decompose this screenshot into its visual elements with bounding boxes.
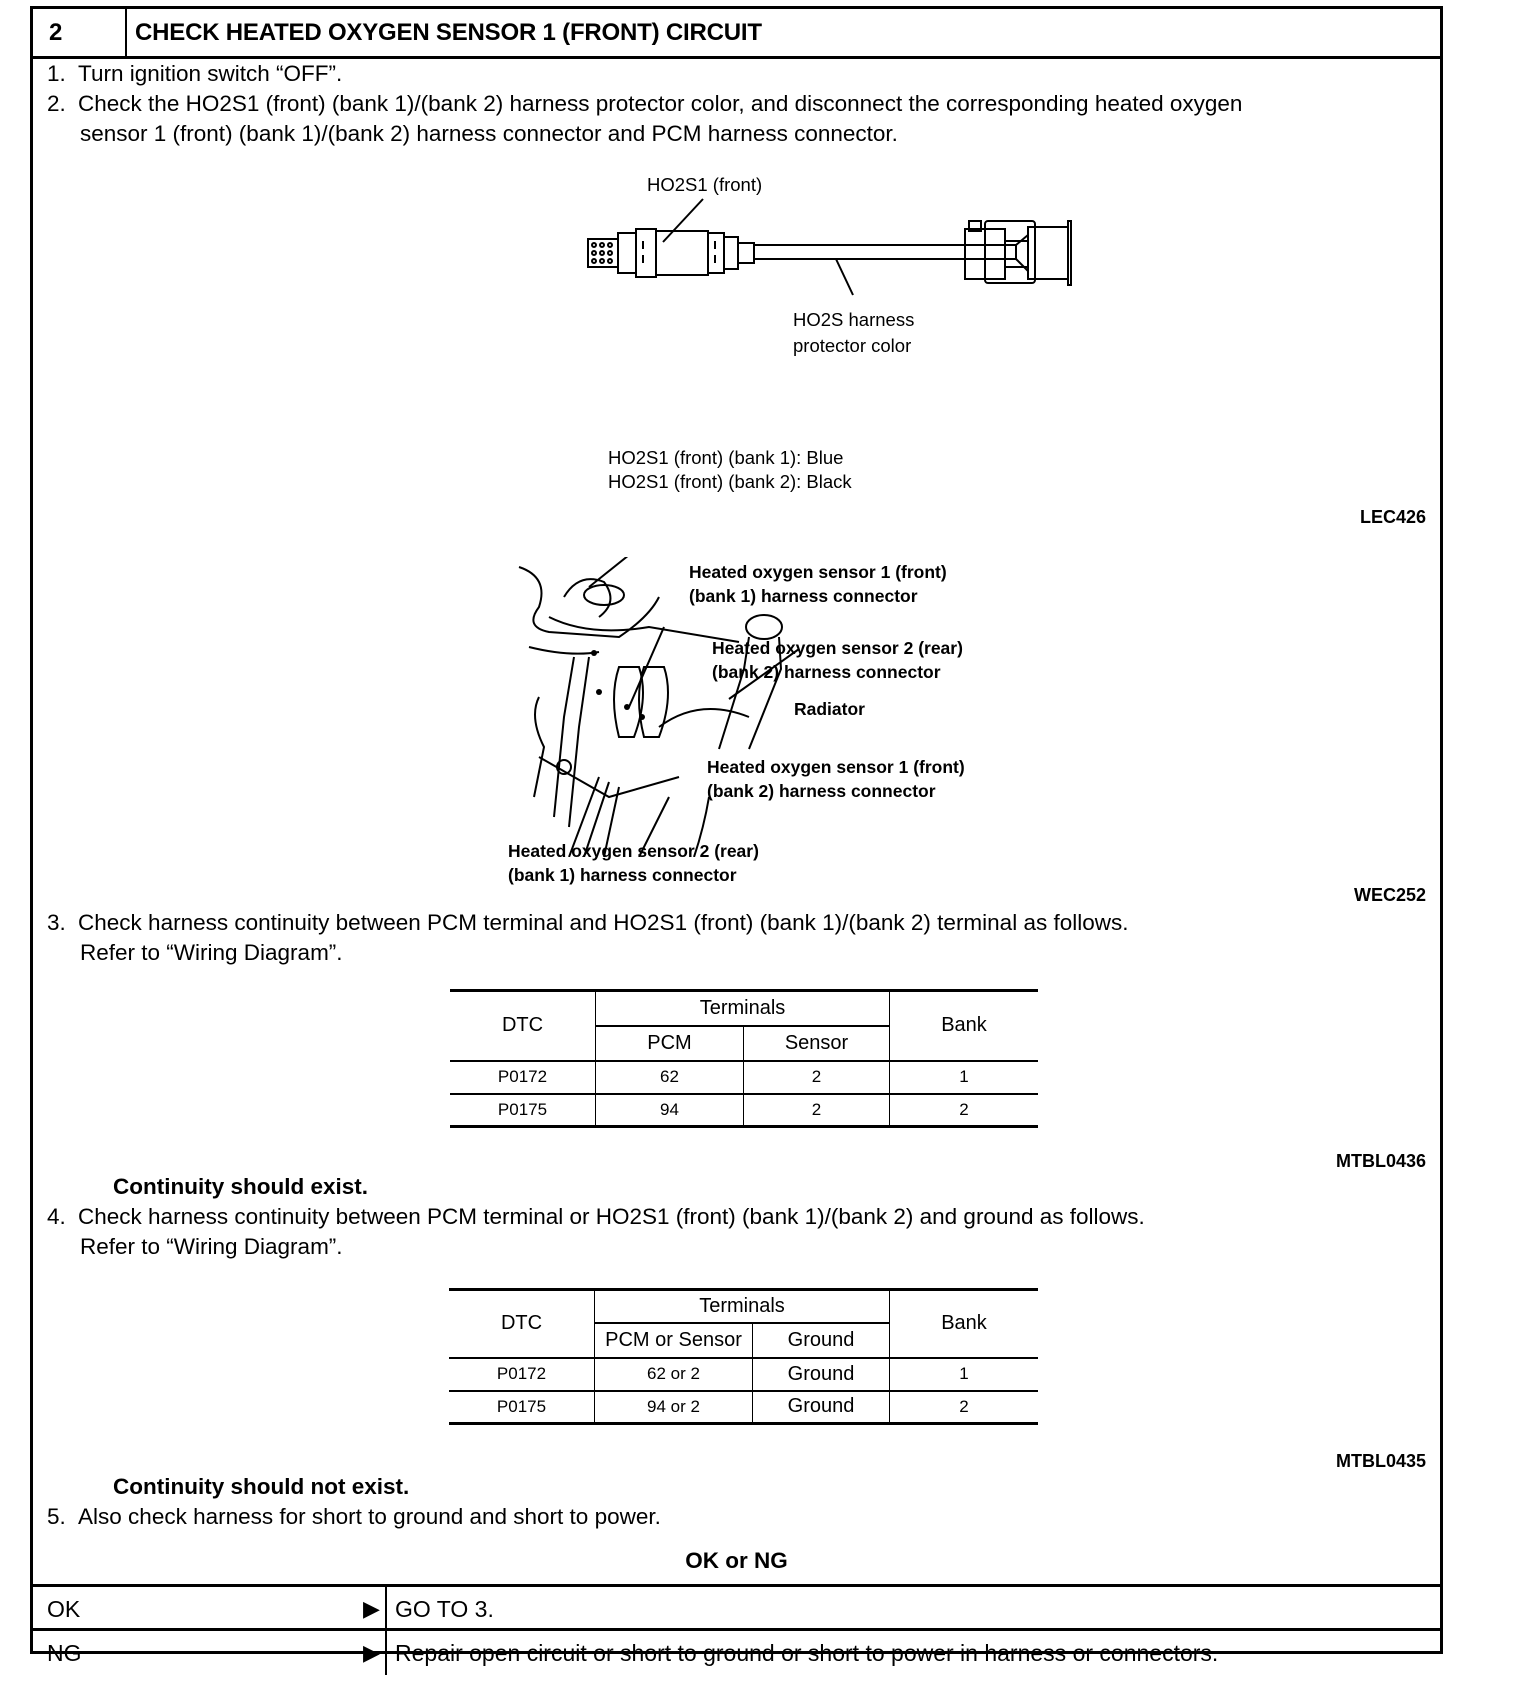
label-harness-protector-line2: protector color xyxy=(793,335,912,356)
table1-cell-pcm: 62 xyxy=(596,1061,744,1094)
table1-header-sensor: Sensor xyxy=(744,1026,890,1061)
callout-ho2s1-bank1-line1: Heated oxygen sensor 1 (front) xyxy=(689,562,947,582)
table2-cell-bank: 1 xyxy=(959,1364,969,1383)
table-code-mtbl0436: MTBL0436 xyxy=(1335,1151,1426,1171)
table2-cell-dtc: P0175 xyxy=(449,1391,595,1424)
table2-header-ground: Ground xyxy=(753,1323,890,1358)
radiator-cap-illustration xyxy=(709,609,819,759)
decision-value-ng: Repair open circuit or short to ground or short to power in harness or connectors. xyxy=(385,1631,1218,1675)
decision-key-ng: NG xyxy=(47,1640,82,1666)
table-code-mtbl0435: MTBL0435 xyxy=(1335,1451,1426,1471)
step-4-number: 4. xyxy=(47,1204,66,1229)
arrow-right-icon: ▶ xyxy=(363,1596,380,1621)
table2-header-terminals: Terminals xyxy=(595,1290,890,1323)
table2-cell-ground: Ground xyxy=(753,1358,890,1391)
step-1-text: Turn ignition switch “OFF”. xyxy=(78,61,343,86)
decision-row-ng xyxy=(33,1628,1440,1675)
step-3-text-line1: Check harness continuity between PCM terminal and HO2S1 (front) (bank 1)/(bank 2) terminal as follows. xyxy=(78,910,1129,935)
procedure-box xyxy=(30,6,1443,1666)
step-2-text-line1: Check the HO2S1 (front) (bank 1)/(bank 2) harness protector color, and disconnect the corresponding heated oxygen xyxy=(78,91,1243,116)
callout-ho2s2-bank1-line2: (bank 1) harness connector xyxy=(508,865,737,885)
decision-key-ok: OK xyxy=(47,1596,81,1622)
callout-ho2s2-bank1-line1: Heated oxygen sensor 2 (rear) xyxy=(508,841,759,861)
callout-ho2s1-bank1-line2: (bank 1) harness connector xyxy=(689,586,918,606)
continuity-table-1 xyxy=(450,989,1038,1128)
result-continuity-not-exist: Continuity should not exist. xyxy=(113,1474,410,1499)
table2-cell-pcm-or-sensor: 94 or 2 xyxy=(595,1391,753,1424)
step-1-number: 1. xyxy=(47,61,66,86)
procedure-header xyxy=(33,9,1440,59)
table1-cell-bank: 1 xyxy=(959,1067,969,1086)
table1-cell-dtc: P0175 xyxy=(450,1094,596,1127)
table1-cell-pcm: 94 xyxy=(596,1094,744,1127)
step-4-text-line2: Refer to “Wiring Diagram”. xyxy=(80,1234,343,1259)
callout-radiator: Radiator xyxy=(794,699,865,719)
table1-row xyxy=(450,1061,1038,1094)
table2-header-pcm-or-sensor: PCM or Sensor xyxy=(595,1323,753,1358)
decision-row-ok xyxy=(33,1584,1440,1631)
table2-cell-pcm-or-sensor: 62 or 2 xyxy=(595,1358,753,1391)
table1-cell-bank: 2 xyxy=(959,1099,969,1119)
step-5-number: 5. xyxy=(47,1504,66,1529)
step-2-number: 2. xyxy=(47,91,66,116)
procedure-title: CHECK HEATED OXYGEN SENSOR 1 (FRONT) CIRCUIT xyxy=(135,19,762,46)
step-number: 2 xyxy=(33,9,127,56)
callout-ho2s1-bank2-line2: (bank 2) harness connector xyxy=(707,781,936,801)
figure-code-lec426: LEC426 xyxy=(1359,507,1426,527)
table1-row xyxy=(450,1094,1038,1127)
callout-ho2s1-bank2-line1: Heated oxygen sensor 1 (front) xyxy=(707,757,965,777)
table2-cell-bank: 2 xyxy=(959,1396,969,1416)
callout-ho2s2-bank2-line2: (bank 2) harness connector xyxy=(712,662,941,682)
step-5-text: Also check harness for short to ground and short to power. xyxy=(78,1504,661,1529)
label-ho2s1-front: HO2S1 (front) xyxy=(647,174,763,195)
step-3 xyxy=(47,908,1129,938)
decision-value-ok: GO TO 3. xyxy=(385,1587,494,1631)
table1-cell-sensor: 2 xyxy=(744,1061,890,1094)
table1-cell-dtc: P0172 xyxy=(450,1061,596,1094)
color-bank1: HO2S1 (front) (bank 1): Blue xyxy=(608,447,844,468)
label-harness-protector-line1: HO2S harness xyxy=(793,309,915,330)
table2-row xyxy=(449,1358,1038,1391)
step-3-text-line2: Refer to “Wiring Diagram”. xyxy=(80,940,343,965)
step-3-number: 3. xyxy=(47,910,66,935)
table2-header-dtc: DTC xyxy=(449,1290,595,1358)
step-1 xyxy=(47,59,342,89)
harness-connector-illustration xyxy=(963,219,1043,289)
ok-or-ng-title: OK or NG xyxy=(685,1548,788,1573)
table1-cell-sensor: 2 xyxy=(744,1094,890,1127)
step-2 xyxy=(47,89,1242,119)
result-continuity-exist: Continuity should exist. xyxy=(113,1174,369,1199)
color-bank2: HO2S1 (front) (bank 2): Black xyxy=(608,471,852,492)
figure-code-wec252: WEC252 xyxy=(1353,885,1426,905)
step-2-text-line2: sensor 1 (front) (bank 1)/(bank 2) harness connector and PCM harness connector. xyxy=(80,121,898,146)
table1-header-pcm: PCM xyxy=(596,1026,744,1061)
table2-row xyxy=(449,1391,1038,1424)
step-4 xyxy=(47,1202,1145,1232)
callout-ho2s2-bank2-line1: Heated oxygen sensor 2 (rear) xyxy=(712,638,963,658)
table2-cell-dtc: P0172 xyxy=(449,1358,595,1391)
table2-header-bank: Bank xyxy=(941,1312,987,1335)
table1-header-dtc: DTC xyxy=(450,991,596,1061)
table2-cell-ground: Ground xyxy=(753,1391,890,1424)
arrow-right-icon: ▶ xyxy=(363,1640,380,1665)
table1-header-bank: Bank xyxy=(941,1014,987,1037)
step-4-text-line1: Check harness continuity between PCM terminal or HO2S1 (front) (bank 1)/(bank 2) and ground as follows. xyxy=(78,1204,1145,1229)
step-5 xyxy=(47,1502,661,1532)
continuity-table-2 xyxy=(449,1288,1038,1425)
table1-header-terminals: Terminals xyxy=(596,991,890,1026)
